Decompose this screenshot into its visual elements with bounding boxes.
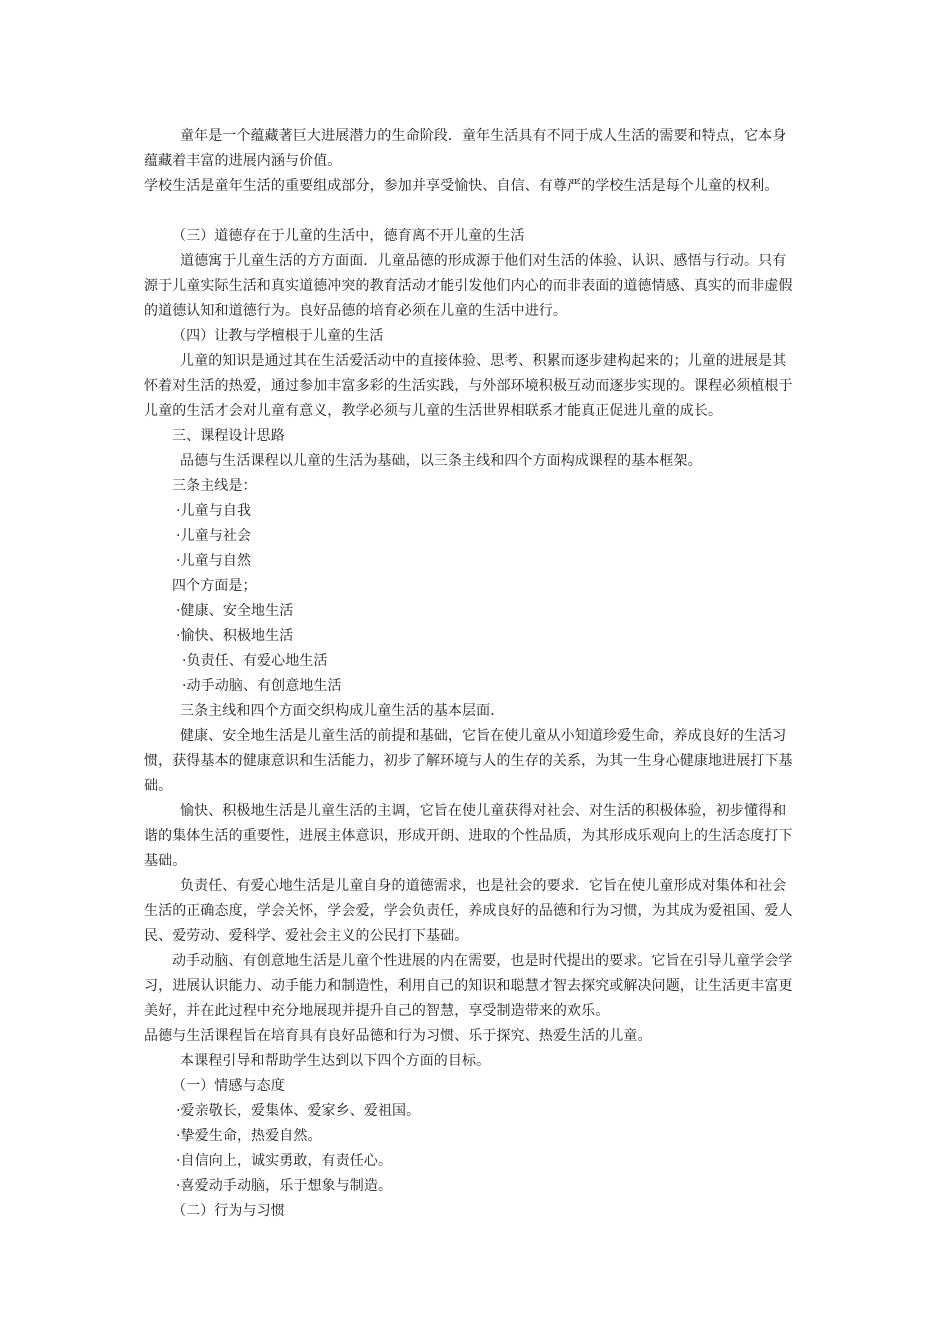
section-heading: （二）行为与习惯 — [172, 1203, 285, 1219]
list-item: ·自信向上，诚实勇敢，有责任心。 — [176, 1153, 393, 1169]
paragraph-line: 谐的集体生活的重要性，进展主体意识，形成开朗、进取的个性品质，为其形成乐观向上的生活态度打下 — [144, 828, 793, 844]
list-item: ·爱亲敬长，爱集体、爱家乡、爱祖国。 — [176, 1103, 421, 1119]
paragraph-line: 的道德认知和道德行为。良好品德的培育必须在儿童的生活中进行。 — [144, 303, 567, 319]
list-item: ·动手动脑、有创意地生活 — [182, 678, 342, 694]
paragraph-line: 学校生活是童年生活的重要组成部分，参加并享受愉快、自信、有尊严的学校生活是每个儿童的权利。 — [144, 178, 779, 194]
section-heading: （三）道德存在于儿童的生活中，德育离不开儿童的生活 — [172, 228, 525, 244]
list-item: ·健康、安全地生活 — [176, 603, 294, 619]
list-heading: 四个方面是； — [172, 578, 257, 594]
list-item: ·喜爱动手动脑，乐于想象与制造。 — [176, 1178, 393, 1194]
list-heading: 三条主线是： — [172, 478, 257, 494]
list-item: ·挚爱生命，热爱自然。 — [176, 1128, 322, 1144]
paragraph-line: 健康、安全地生活是儿童生活的前提和基础，它旨在使儿童从小知道珍爱生命，养成良好的生活习 — [180, 728, 787, 744]
paragraph-line: 品德与生活课程旨在培育具有良好品德和行为习惯、乐于探究、热爱生活的儿童。 — [144, 1028, 652, 1044]
paragraph-line: 三条主线和四个方面交织构成儿童生活的基本层面． — [180, 703, 505, 719]
paragraph-line: 负责任、有爱心地生活是儿童自身的道德需求，也是社会的要求．它旨在使儿童形成对集体和社会 — [180, 878, 787, 894]
paragraph-line: 民、爱劳动、爱科学、爱社会主义的公民打下基础。 — [144, 928, 469, 944]
paragraph-line: 习，进展认识能力、动手能力和制造性，利用自己的知识和聪慧才智去探究或解决问题，让生活更丰富更 — [144, 978, 793, 994]
list-item: ·儿童与自我 — [176, 503, 252, 519]
paragraph-line: 愉快、积极地生活是儿童生活的主调，它旨在使儿童获得对社会、对生活的积极体验，初步懂得和 — [180, 803, 787, 819]
paragraph-line: 品德与生活课程以儿童的生活为基础，以三条主线和四个方面构成课程的基本框架。 — [180, 453, 702, 469]
paragraph-line: 动手动脑、有创意地生活是儿童个性进展的内在需要，也是时代提出的要求。它旨在引导儿童学会学 — [172, 953, 793, 969]
paragraph-line: 道德寓于儿童生活的方方面面．儿童品德的形成源于他们对生活的体验、认识、感悟与行动。只有 — [180, 253, 787, 269]
section-heading: 三、课程设计思路 — [172, 428, 285, 444]
paragraph-line: 儿童的知识是通过其在生活爱活动中的直接体验、思考、积累而逐步建构起来的；儿童的进展是其 — [180, 353, 787, 369]
paragraph-line: 础。 — [144, 778, 173, 794]
list-item: ·愉快、积极地生活 — [176, 628, 294, 644]
paragraph-line: 美好，并在此过程中充分地展现并提升自己的智慧，享受制造带来的欢乐。 — [144, 1003, 610, 1019]
paragraph-line: 蕴藏着丰富的进展内涵与价值。 — [144, 153, 342, 169]
paragraph-line: 惯，获得基本的健康意识和生活能力，初步了解环境与人的生存的关系，为其一生身心健康地进展打下基 — [144, 753, 793, 769]
paragraph-line: 生活的正确态度，学会关怀，学会爱，学会负责任，养成良好的品德和行为习惯，为其成为爱祖国、爱人 — [144, 903, 793, 919]
section-heading: （一）情感与态度 — [172, 1078, 285, 1094]
paragraph-line: 童年是一个蕴藏著巨大进展潜力的生命阶段．童年生活具有不同于成人生活的需要和特点，它本身 — [180, 128, 787, 144]
list-item: ·儿童与社会 — [176, 528, 252, 544]
section-heading: （四）让教与学檀根于儿童的生活 — [172, 328, 384, 344]
paragraph-line: 儿童的生活才会对儿童有意义，教学必须与儿童的生活世界相联系才能真正促进儿童的成长。 — [144, 403, 723, 419]
paragraph-line: 本课程引导和帮助学生达到以下四个方面的目标。 — [180, 1053, 491, 1069]
paragraph-line: 怀着对生活的热爱，通过参加丰富多彩的生活实践，与外部环境积极互动而逐步实现的。课程必须植根于 — [144, 378, 793, 394]
paragraph-line: 源于儿童实际生活和真实道德冲突的教育活动才能引发他们内心的而非表面的道德情感、真实的而非虚假 — [144, 278, 793, 294]
paragraph-line: 基础。 — [144, 853, 187, 869]
list-item: ·儿童与自然 — [176, 553, 252, 569]
list-item: ·负责任、有爱心地生活 — [182, 653, 328, 669]
